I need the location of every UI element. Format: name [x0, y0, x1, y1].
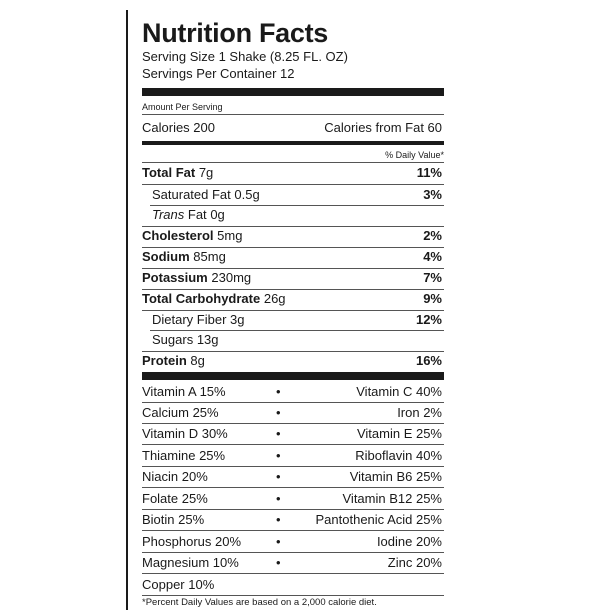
vitamin-right: Iodine 20%	[376, 534, 442, 549]
vitamin-row	[142, 466, 442, 487]
nutrient-name: Protein	[142, 353, 187, 368]
nutrient-row-total-carbohydrate	[142, 289, 442, 309]
nutrient-row-protein	[142, 351, 442, 371]
vitamin-right: Vitamin C 40%	[356, 384, 442, 399]
divider	[142, 114, 444, 115]
calories-value: Calories 200	[142, 120, 215, 135]
vitamin-right: Vitamin B6 25%	[349, 469, 442, 484]
vitamin-row	[142, 574, 442, 595]
nutrient-name-rest: Fat	[187, 207, 207, 222]
label-title: Nutrition Facts	[142, 18, 329, 48]
nutrient-name: Sugars	[152, 332, 194, 347]
separator-dot: •	[276, 405, 281, 420]
separator-dot: •	[276, 491, 281, 506]
separator-dot: •	[276, 384, 281, 399]
medium-divider	[142, 141, 444, 145]
nutrient-amount: 0g	[210, 207, 225, 222]
vitamin-row	[142, 509, 442, 530]
vitamin-row	[142, 402, 442, 423]
nutrient-row-sugars	[142, 330, 442, 350]
nutrient-amount: 8g	[190, 353, 205, 368]
separator-dot: •	[276, 448, 281, 463]
vitamin-right: Zinc 20%	[387, 555, 442, 570]
vitamin-left: Vitamin D 30%	[142, 426, 228, 441]
nutrient-amount: 5mg	[217, 228, 243, 243]
nutrient-row-saturated-fat	[142, 185, 442, 205]
servings-per-container: Servings Per Container 12	[142, 66, 295, 81]
nutrient-dv: 4%	[423, 249, 442, 264]
calories-row	[142, 118, 442, 138]
nutrient-name: Potassium	[142, 270, 208, 285]
footnote: *Percent Daily Values are based on a 2,000 calorie diet.	[142, 597, 377, 608]
vitamin-left: Calcium 25%	[142, 405, 219, 420]
nutrition-label	[126, 10, 450, 610]
nutrient-dv: 12%	[415, 312, 442, 327]
nutrient-name: Total Carbohydrate	[142, 291, 261, 306]
label-content	[142, 10, 450, 610]
nutrient-amount: 0.5g	[234, 187, 260, 202]
nutrient-dv: 16%	[415, 353, 442, 368]
nutrient-amount: 7g	[198, 165, 214, 180]
nutrient-row-dietary-fiber	[142, 310, 442, 330]
vitamin-left: Magnesium 10%	[142, 555, 239, 570]
vitamin-row	[142, 381, 442, 402]
nutrient-dv: 7%	[423, 270, 442, 285]
nutrient-dv: 11%	[416, 165, 442, 180]
nutrient-name: Cholesterol	[142, 228, 214, 243]
vitamin-left: Vitamin A 15%	[142, 384, 226, 399]
separator-dot: •	[276, 512, 281, 527]
nutrient-amount: 230mg	[211, 270, 252, 285]
vitamin-left: Niacin 20%	[142, 469, 208, 484]
vitamin-left: Copper 10%	[142, 577, 215, 592]
vitamin-row	[142, 423, 442, 444]
amount-per-serving: Amount Per Serving	[142, 102, 223, 112]
nutrient-name: Dietary Fiber	[152, 312, 227, 327]
vitamin-right: Pantothenic Acid 25%	[315, 512, 442, 527]
nutrient-amount: 85mg	[193, 249, 226, 264]
nutrient-row-sodium	[142, 247, 442, 267]
separator-dot: •	[276, 555, 281, 570]
nutrient-row-cholesterol	[142, 226, 442, 246]
nutrient-row-trans-fat	[142, 205, 442, 225]
vitamin-row	[142, 531, 442, 552]
vitamin-right: Iron 2%	[397, 405, 442, 420]
thick-divider	[142, 88, 444, 96]
nutrient-row-total-fat	[142, 163, 442, 183]
vitamin-row	[142, 552, 442, 573]
vitamin-left: Phosphorus 20%	[142, 534, 242, 549]
nutrient-name: Total Fat	[142, 165, 196, 180]
divider	[142, 595, 444, 596]
nutrient-name: Saturated Fat	[152, 187, 231, 202]
serving-size: Serving Size 1 Shake (8.25 FL. OZ)	[142, 49, 348, 64]
nutrient-dv: 9%	[423, 291, 442, 306]
calories-from-fat: Calories from Fat 60	[324, 120, 442, 135]
vitamin-row	[142, 488, 442, 509]
daily-value-header: % Daily Value*	[385, 150, 444, 160]
nutrient-name: Sodium	[142, 249, 190, 264]
nutrient-row-potassium	[142, 268, 442, 288]
vitamin-left: Folate 25%	[142, 491, 208, 506]
vitamin-left: Biotin 25%	[142, 512, 205, 527]
nutrient-amount: 26g	[263, 291, 286, 306]
vitamin-right: Riboflavin 40%	[355, 448, 442, 463]
vitamin-left: Thiamine 25%	[142, 448, 226, 463]
nutrient-name: Trans	[152, 207, 185, 222]
vitamin-right: Vitamin E 25%	[356, 426, 442, 441]
nutrient-amount: 3g	[230, 312, 245, 327]
separator-dot: •	[276, 426, 281, 441]
vitamin-row	[142, 445, 442, 466]
nutrient-amount: 13g	[196, 332, 219, 347]
vitamin-right: Vitamin B12 25%	[342, 491, 442, 506]
separator-dot: •	[276, 534, 281, 549]
separator-dot: •	[276, 469, 281, 484]
thick-divider	[142, 372, 444, 380]
nutrient-dv: 3%	[423, 187, 442, 202]
nutrient-dv: 2%	[423, 228, 442, 243]
